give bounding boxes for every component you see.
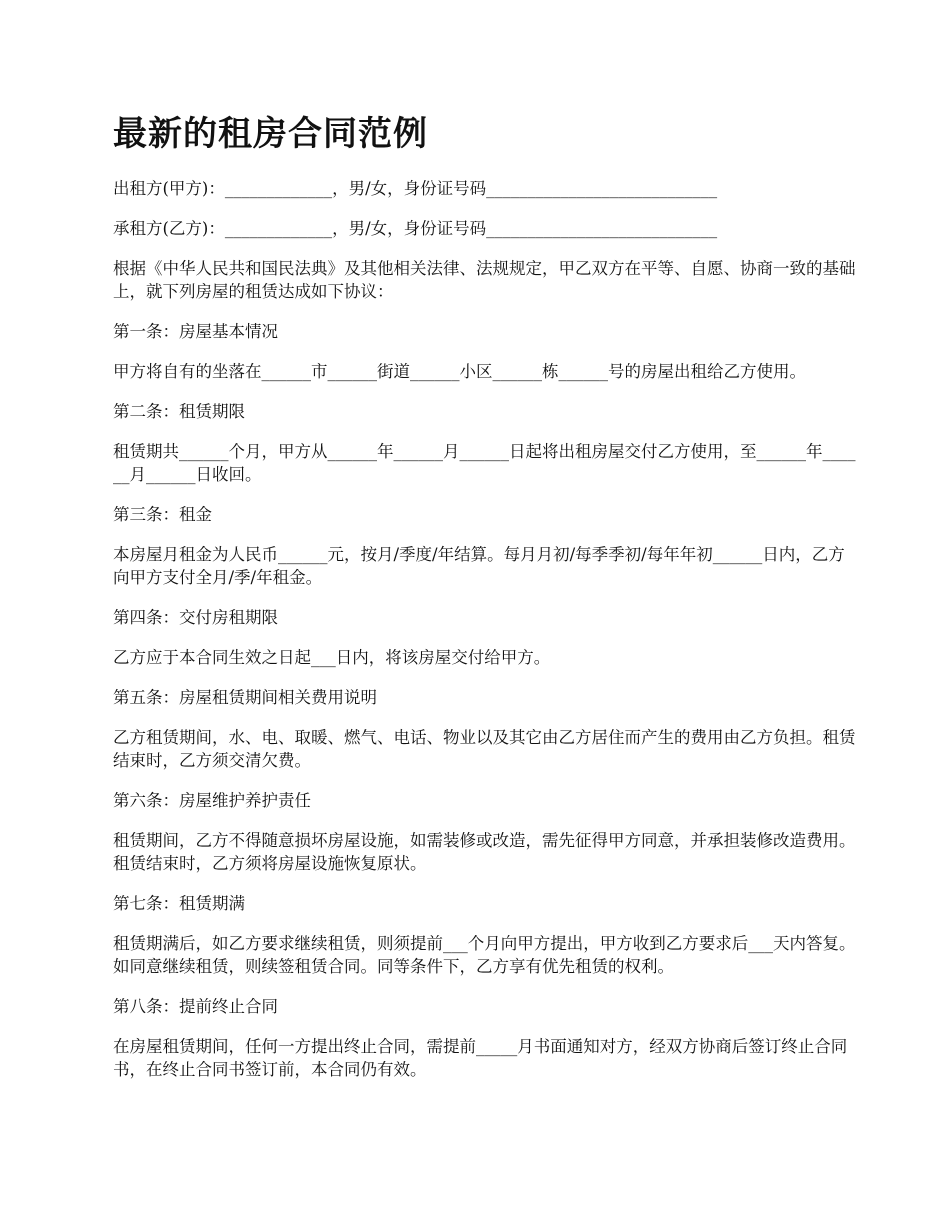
section-heading: 第八条：提前终止合同 <box>113 997 278 1016</box>
section-body: 乙方租赁期间，水、电、取暖、燃气、电话、物业以及其它由乙方居住而产生的费用由乙方负担。租赁结束时，乙方须交清欠费。 <box>113 728 856 770</box>
section-body: 租赁期满后，如乙方要求继续租赁，则须提前___个月向甲方提出，甲方收到乙方要求后___天内答复。如同意继续租赁，则续签租赁合同。同等条件下，乙方享有优先租赁的权利。 <box>113 934 856 976</box>
section-body: 甲方将自有的坐落在______市______街道______小区______栋______号的房屋出租给乙方使用。 <box>113 362 806 381</box>
document-page <box>113 108 858 1098</box>
intro-paragraph: 根据《中华人民共和国民法典》及其他相关法律、法规规定，甲乙双方在平等、自愿、协商一致的基础上，就下列房屋的租赁达成如下协议： <box>113 259 856 301</box>
lessee-line: 承租方(乙方)：_____________，男/女，身份证号码____________________________ <box>113 219 718 238</box>
document-title: 最新的租房合同范例 <box>113 114 428 154</box>
section-heading: 第七条：租赁期满 <box>113 894 245 913</box>
section-heading: 第一条：房屋基本情况 <box>113 322 278 341</box>
section-heading: 第五条：房屋租赁期间相关费用说明 <box>113 688 377 707</box>
section-heading: 第六条：房屋维护养护责任 <box>113 791 311 810</box>
section-body: 本房屋月租金为人民币______元，按月/季度/年结算。每月月初/每季季初/每年年初______日内，乙方向甲方支付全月/季/年租金。 <box>113 545 845 587</box>
lessor-line: 出租方(甲方)：_____________，男/女，身份证号码____________________________ <box>113 179 718 198</box>
section-heading: 第四条：交付房租期限 <box>113 608 278 627</box>
section-body: 租赁期间，乙方不得随意损坏房屋设施，如需装修或改造，需先征得甲方同意，并承担装修改造费用。租赁结束时，乙方须将房屋设施恢复原状。 <box>113 831 856 873</box>
section-body: 乙方应于本合同生效之日起___日内，将该房屋交付给甲方。 <box>113 648 551 667</box>
section-heading: 第三条：租金 <box>113 505 212 524</box>
section-body: 租赁期共______个月，甲方从______年______月______日起将出租房屋交付乙方使用，至______年______月______日收回。 <box>113 442 856 484</box>
section-body: 在房屋租赁期间，任何一方提出终止合同，需提前_____月书面通知对方，经双方协商后签订终止合同书，在终止合同书签订前，本合同仍有效。 <box>113 1037 848 1079</box>
section-heading: 第二条：租赁期限 <box>113 402 245 421</box>
